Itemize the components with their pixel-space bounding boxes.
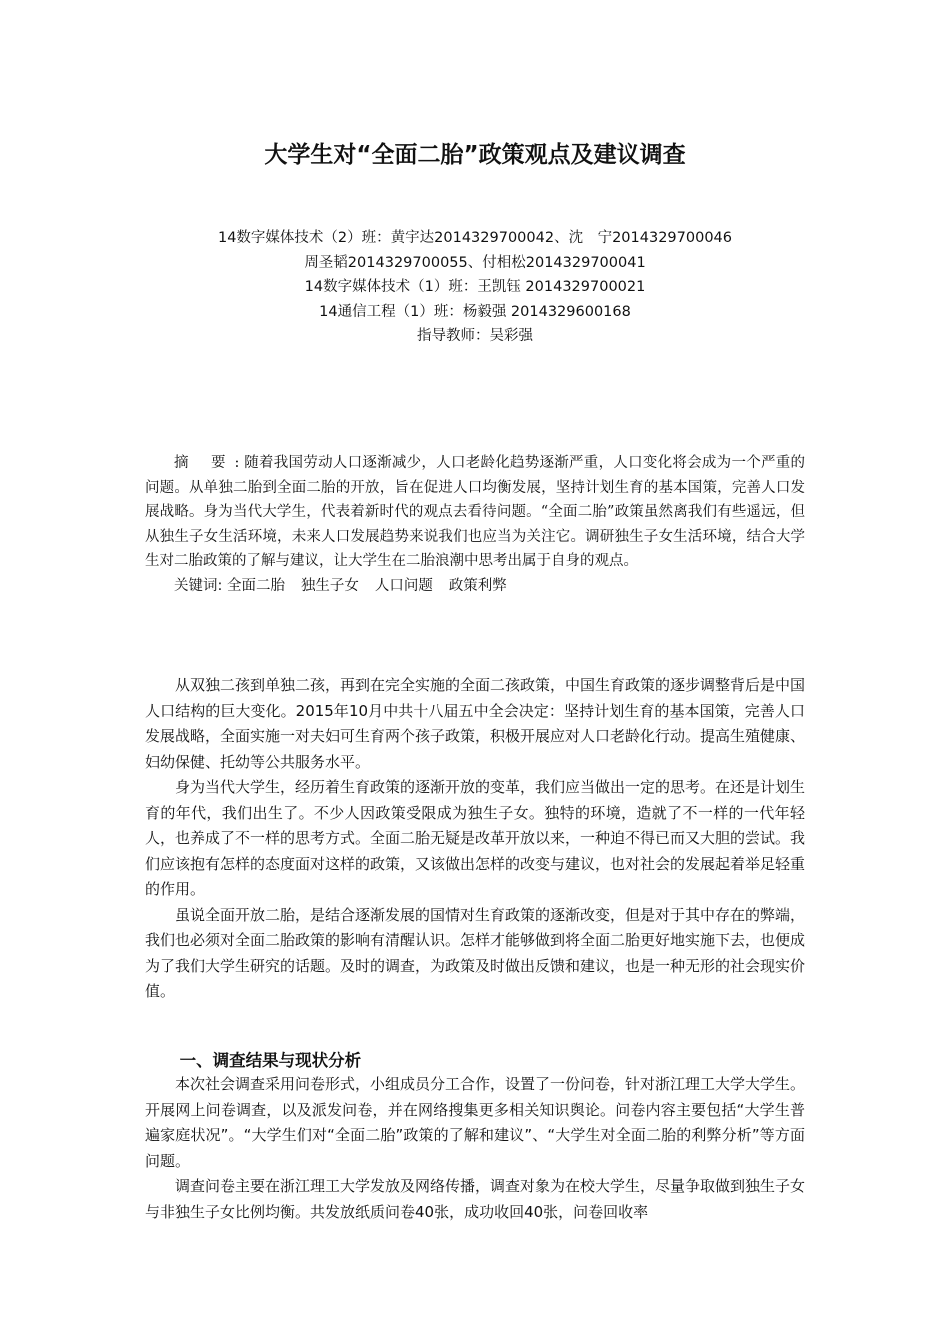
author-block xyxy=(0,226,950,349)
abstract-text: 随着我国劳动人口逐渐减少，人口老龄化趋势逐渐严重，人口变化将会成为一个严重的问题。从单独二胎到全面二胎的开放，旨在促进人口均衡发展，坚持计划生育的基本国策，完善人口发展战略。身为当代大学生，代表着新时代的观点去看待问题。“全面二胎”政策虽然离我们有些遥远，但从独生子女生活环境，未来人口发展趋势来说我们也应当为关注它。调研独生子女生活环境，结合大学生对二胎政策的了解与建议，让大学生在二胎浪潮中思考出属于自身的观点。 xyxy=(145,455,805,569)
abstract-section xyxy=(145,451,805,598)
body-paragraph: 从双独二孩到单独二孩，再到在完全实施的全面二孩政策，中国生育政策的逐步调整背后是中国人口结构的巨大变化。2015年10月中共十八届五中全会决定：坚持计划生育的基本国策，完善人口发展战略，全面实施一对夫妇可生育两个孩子政策，积极开展应对人口老龄化行动。提高生殖健康、妇幼保健、托幼等公共服务水平。 xyxy=(145,676,806,771)
abstract-paragraph: 摘 要: 随着我国劳动人口逐渐减少，人口老龄化趋势逐渐严重，人口变化将会成为一个严重的问题。从单独二胎到全面二胎的开放，旨在促进人口均衡发展，坚持计划生育的基本国策，完善人口发展战略。身为当代大学生，代表着新时代的观点去看待问题。“全面二胎”政策虽然离我们有些遥远，但从独生子女生活环境，未来人口发展趋势来说我们也应当为关注它。调研独生子女生活环境，结合大学生对二胎政策的了解与建议，让大学生在二胎浪潮中思考出属于自身的观点。 xyxy=(145,455,805,569)
body-paragraph: 虽说全面开放二胎，是结合逐渐发展的国情对生育政策的逐渐改变，但是对于其中存在的弊端，我们也必须对全面二胎政策的影响有清醒认识。怎样才能够做到将全面二胎更好地实施下去，也便成为了我们大学生研究的话题。及时的调查，为政策及时做出反馈和建议，也是一种无形的社会现实价值。 xyxy=(145,905,806,1000)
paper-title: 大学生对“全面二胎”政策观点及建议调查 xyxy=(264,142,686,168)
author-line: 14数字媒体技术（1）班：王凯钰 2014329700021 xyxy=(304,279,646,295)
advisor-line: 指导教师：吴彩强 xyxy=(417,328,533,344)
keyword: 人口问题 xyxy=(374,577,433,594)
keyword: 独生子女 xyxy=(300,577,359,594)
section-1-body xyxy=(145,1072,805,1225)
keywords-line xyxy=(145,574,805,599)
author-line: 周圣韬2014329700055、付相松2014329700041 xyxy=(304,254,646,271)
body-paragraph: 调查问卷主要在浙江理工大学发放及网络传播，调查对象为在校大学生，尽量争取做到独生子女与非独生子女比例均衡。共发放纸质问卷40张，成功收回40张，问卷回收率 xyxy=(145,1177,806,1221)
author-line: 14通信工程（1）班：杨毅强 2014329600168 xyxy=(319,303,631,320)
body-paragraph: 身为当代大学生，经历着生育政策的逐渐开放的变革，我们应当做出一定的思考。在还是计划生育的年代，我们出生了。不少人因政策受限成为独生子女。独特的环境，造就了不一样的一代年轻人，也养成了不一样的思考方式。全面二胎无疑是改革开放以来，一种迫不得已而又大胆的尝试。我们应该抱有怎样的态度面对这样的政策，又该做出怎样的改变与建议，也对社会的发展起着举足轻重的作用。 xyxy=(145,778,806,898)
body-paragraph: 本次社会调查采用问卷形式，小组成员分工合作，设置了一份问卷，针对浙江理工大学大学生。开展网上问卷调查，以及派发问卷，并在网络搜集更多相关知识舆论。问卷内容主要包括“大学生普遍家庭状况”。“大学生们对“全面二胎”政策的了解和建议”、“大学生对全面二胎的利弊分析”等方面问题。 xyxy=(145,1075,806,1170)
keyword: 政策利弊 xyxy=(448,577,507,594)
section-heading: 一、调查结果与现状分析 xyxy=(179,1051,362,1070)
keyword: 全面二胎 xyxy=(227,577,285,594)
abstract-label: 摘 要 xyxy=(174,455,235,471)
introduction xyxy=(145,673,805,1005)
keywords-label: 关键词: xyxy=(174,577,223,594)
author-line: 14数字媒体技术（2）班：黄宇达2014329700042、沈 宁2014329700046 xyxy=(217,230,733,246)
